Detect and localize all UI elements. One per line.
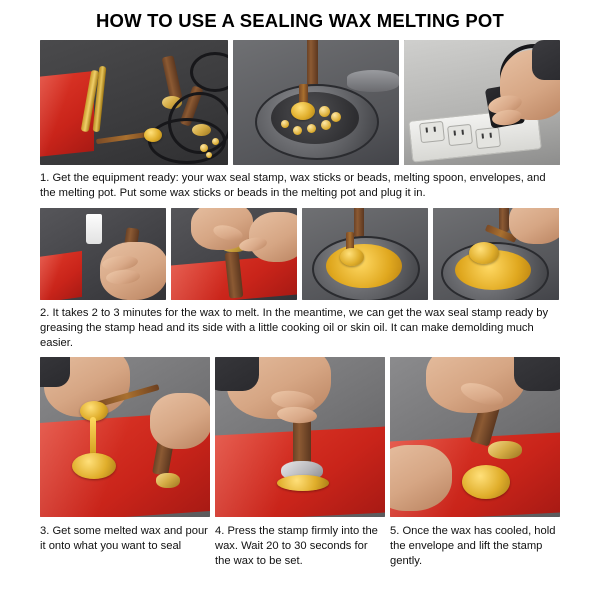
sleeve — [40, 357, 70, 387]
photo-plug-in-power — [404, 40, 560, 165]
step-1-photo-row — [40, 40, 560, 165]
wax-bead — [293, 126, 302, 135]
wax-bead — [200, 144, 208, 152]
wax-bead — [307, 124, 316, 133]
step-3-block — [40, 357, 210, 576]
sleeve — [532, 40, 560, 80]
photo-pouring-wax — [40, 357, 210, 517]
spoon-bowl — [469, 242, 499, 264]
hand — [509, 208, 559, 244]
spoon-handle — [499, 208, 509, 232]
wax-bead — [319, 106, 330, 117]
spoon-bowl — [340, 248, 364, 266]
step-3-caption: 3. Get some melted wax and pour it onto what you want to seal — [40, 525, 208, 553]
photo-equipment-layout — [40, 40, 228, 165]
pot-bowl — [271, 92, 359, 144]
stamp-head — [488, 441, 522, 459]
step-1-caption: 1. Get the equipment ready: your wax seal stamp, wax sticks or beads, melting spoon, envelopes, and the melting pot. Put some wax sticks or beads in the melting pot and plug it in. — [40, 172, 546, 199]
sleeve — [514, 357, 560, 391]
wax-bead — [206, 152, 212, 158]
socket — [447, 124, 473, 146]
spoon-handle — [307, 40, 318, 88]
wax-bead — [212, 138, 219, 145]
sleeve — [215, 357, 259, 391]
step-4-caption: 4. Press the stamp firmly into the wax. Wait 20 to 30 seconds for the wax to be set. — [215, 525, 378, 568]
wax-bead — [321, 120, 331, 130]
oil-bottle — [86, 214, 102, 244]
pot-lid — [347, 70, 399, 92]
spoon-bowl — [291, 102, 315, 120]
step-2-caption: 2. It takes 2 to 3 minutes for the wax to melt. In the meantime, we can get the wax seal stamp ready by greasing the stamp head and its side with a little cooking oil or skin oil. It can make demolding much easier. — [40, 306, 549, 349]
step-4-block — [215, 357, 385, 576]
photo-spoon-scooping-wax — [433, 208, 559, 300]
red-paper — [40, 251, 82, 300]
photo-lifting-stamp — [390, 357, 560, 517]
spoon-bowl — [144, 128, 162, 142]
step-5-block — [390, 357, 560, 576]
molten-wax — [326, 244, 402, 288]
hand — [150, 393, 210, 449]
stamp-handle — [162, 55, 183, 101]
step-5-caption: 5. Once the wax has cooled, hold the envelope and lift the stamp gently. — [390, 525, 556, 568]
page-title: HOW TO USE A SEALING WAX MELTING POT — [95, 10, 505, 31]
photo-molten-wax-in-pot — [302, 208, 428, 300]
socket — [475, 127, 501, 149]
photo-pot-with-beads — [233, 40, 399, 165]
wax-bead — [281, 120, 289, 128]
photo-stamp-and-oil — [40, 208, 166, 300]
stamp-head — [156, 473, 180, 488]
steps-3-4-5-photo-row — [40, 357, 560, 576]
socket — [419, 121, 445, 143]
photo-greasing-stamp-head — [171, 208, 297, 300]
step-2-photo-row — [40, 208, 560, 300]
wax-bead — [331, 112, 341, 122]
photo-pressing-stamp — [215, 357, 385, 517]
spoon-handle — [354, 208, 364, 238]
